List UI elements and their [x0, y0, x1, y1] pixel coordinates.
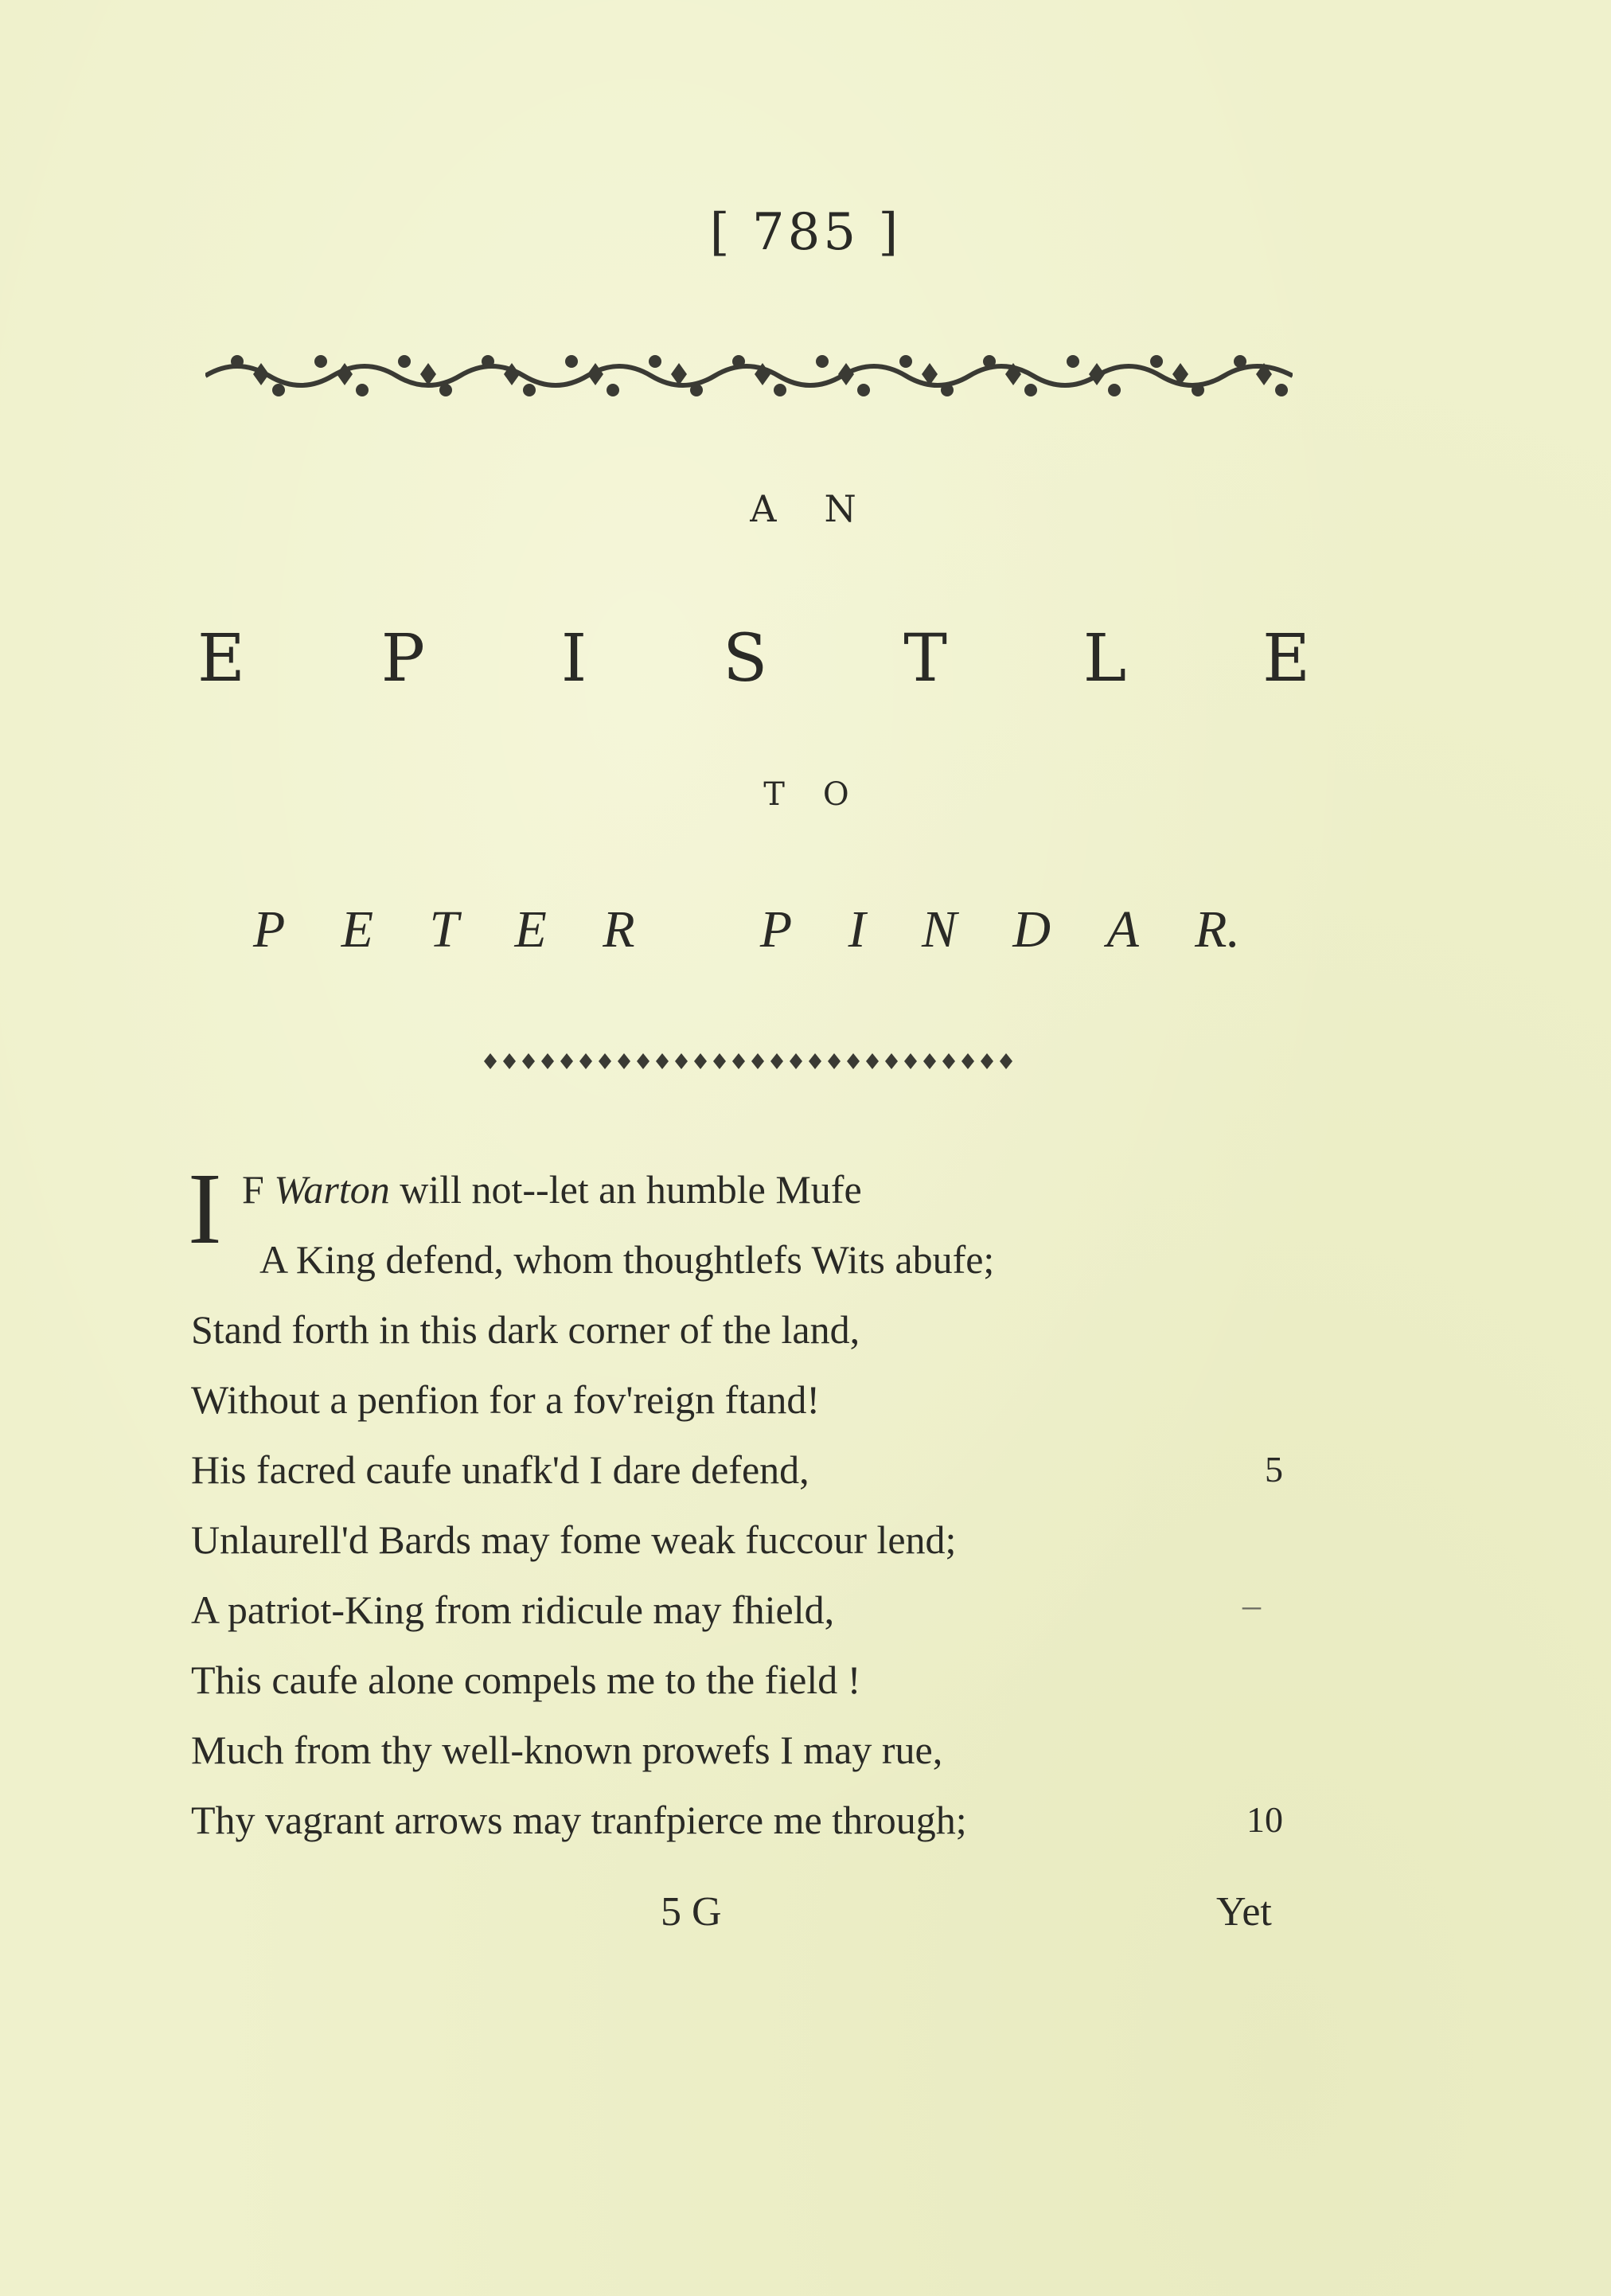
- poem-text: [188, 1152, 1305, 1855]
- title-epistle-letter: E: [1262, 621, 1310, 697]
- poem-line-5: [191, 1435, 1305, 1505]
- line-number-5: 5: [1265, 1449, 1283, 1490]
- catchword: Yet: [1216, 1889, 1272, 1935]
- title-epistle: [197, 621, 1310, 697]
- drop-cap: I: [188, 1152, 222, 1265]
- poem-line-6: Unlaurell'd Bards may fome weak fuccour lend;: [191, 1517, 957, 1562]
- title-name-letter: E: [341, 900, 374, 959]
- poem-line-10-text: Thy vagrant arrows may tranfpierce me through;: [191, 1798, 967, 1842]
- poem-line-10: [191, 1785, 1305, 1855]
- title-name-letter: N: [921, 900, 957, 959]
- poem-line-7-text: A patriot-King from ridicule may fhield,: [191, 1587, 835, 1632]
- title-name-letter: P: [759, 900, 793, 959]
- title-name-gap: [691, 900, 704, 960]
- poem-line-1-end: will not--let an humble Mufe: [389, 1167, 862, 1212]
- poem-line-8: This caufe alone compels me to the field !: [191, 1658, 861, 1702]
- title-name-letter: T: [429, 900, 459, 959]
- title-epistle-letter: I: [560, 621, 587, 697]
- title-name-letter: R: [603, 900, 635, 959]
- title-peter-pindar: [253, 900, 1240, 960]
- title-epistle-letter: P: [380, 621, 425, 697]
- title-name-letter: P: [253, 900, 286, 959]
- poem-line-2: A King defend, whom thoughtlefs Wits abufe;: [259, 1237, 995, 1282]
- margin-dash: –: [1242, 1584, 1261, 1625]
- title-name-letter: R.: [1195, 900, 1240, 959]
- poem-line-1-text: [191, 1167, 862, 1212]
- signature-mark: 5 G: [661, 1889, 722, 1935]
- title-name-letter: A: [1106, 900, 1139, 959]
- poem-line-4: Without a penfion for a fov'reign ftand!: [191, 1377, 821, 1422]
- poem-line-1-italic: Warton: [274, 1167, 390, 1212]
- title-to: TO: [763, 776, 887, 813]
- title-epistle-letter: E: [197, 621, 245, 697]
- title-name-letter: I: [848, 900, 866, 959]
- poem-line-7: [191, 1575, 1305, 1645]
- poem-line-9: Much from thy well-known prowefs I may rue,: [191, 1728, 943, 1772]
- poem-line-3: Stand forth in this dark corner of the land,: [191, 1307, 860, 1352]
- title-epistle-letter: T: [903, 621, 947, 697]
- ornament-band-top: [205, 350, 1293, 398]
- page-number: [ 785 ]: [709, 203, 902, 262]
- title-an: AN: [750, 487, 904, 530]
- ornament-band-middle: [478, 1049, 1022, 1073]
- title-name-letter: E: [514, 900, 547, 959]
- line-number-10: 10: [1246, 1799, 1283, 1840]
- poem-line-5-text: His facred caufe unafk'd I dare defend,: [191, 1447, 809, 1492]
- title-name-letter: D: [1012, 900, 1051, 959]
- poem-line-1-start: F: [242, 1167, 275, 1212]
- title-epistle-letter: S: [723, 621, 768, 697]
- title-epistle-letter: L: [1082, 621, 1127, 697]
